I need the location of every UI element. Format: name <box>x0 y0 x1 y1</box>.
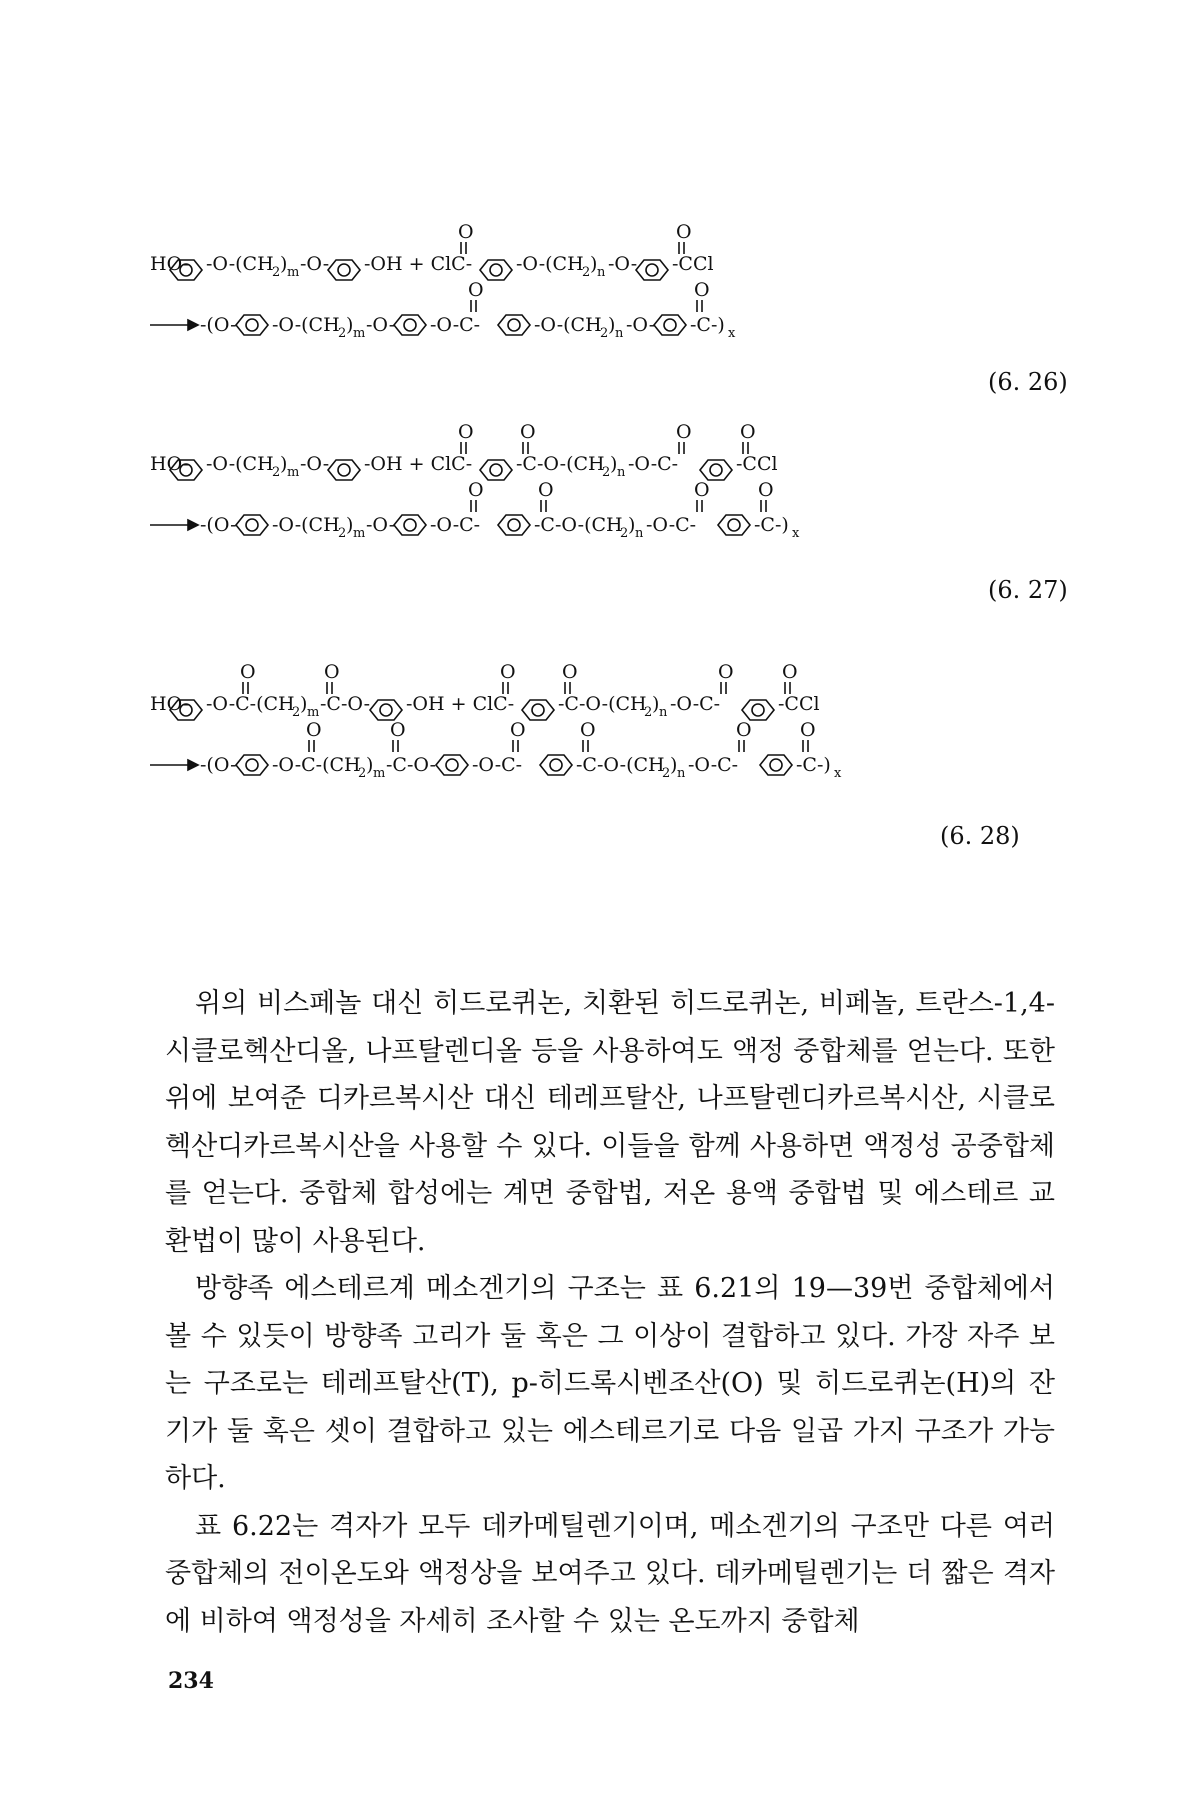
svg-text:-O-C-(CH: -O-C-(CH <box>206 693 295 715</box>
svg-text:O: O <box>510 719 526 741</box>
benzene-ring-icon <box>760 755 792 775</box>
svg-text:): ) <box>366 754 374 776</box>
equation-6-26-product <box>150 279 736 341</box>
svg-text:m: m <box>287 465 300 480</box>
equation-6-27-reactants <box>150 421 778 480</box>
svg-text:n: n <box>635 526 644 541</box>
svg-text:-O-C-: -O-C- <box>646 514 697 536</box>
svg-text:2: 2 <box>272 465 281 480</box>
svg-text:HO-: HO- <box>150 693 190 715</box>
svg-text:HO-: HO- <box>150 453 190 475</box>
svg-text:-C-O-: -C-O- <box>320 693 371 715</box>
benzene-ring-icon <box>394 515 426 535</box>
svg-text:-C-): -C-) <box>754 514 789 536</box>
svg-text:m: m <box>373 766 386 781</box>
benzene-ring-icon <box>328 260 360 280</box>
svg-text:-O-: -O- <box>366 514 396 536</box>
svg-text:O: O <box>520 421 536 443</box>
svg-text:-O-(CH: -O-(CH <box>272 314 340 336</box>
equation-6-26-reactants <box>150 221 714 280</box>
svg-text:-O-(CH: -O-(CH <box>272 514 340 536</box>
svg-text:O: O <box>324 661 340 683</box>
svg-text:O: O <box>240 661 256 683</box>
svg-text:-(O-: -(O- <box>200 514 237 536</box>
benzene-ring-icon <box>700 460 732 480</box>
svg-text:m: m <box>287 265 300 280</box>
svg-text:O: O <box>468 479 484 501</box>
page-number: 234 <box>168 1668 214 1694</box>
reaction-schemes <box>150 221 1090 930</box>
svg-text:): ) <box>300 693 308 715</box>
svg-text:): ) <box>652 693 660 715</box>
benzene-ring-icon <box>236 515 268 535</box>
svg-text:m: m <box>353 526 366 541</box>
svg-text:-O-C-: -O-C- <box>670 693 721 715</box>
svg-text:O: O <box>306 719 322 741</box>
svg-text:O: O <box>800 719 816 741</box>
benzene-ring-icon <box>718 515 750 535</box>
svg-text:): ) <box>280 253 288 275</box>
benzene-ring-icon <box>498 515 530 535</box>
svg-text:-CCl: -CCl <box>778 693 820 715</box>
svg-text:O: O <box>782 661 798 683</box>
svg-text:-O-: -O- <box>366 314 396 336</box>
svg-text:O: O <box>580 719 596 741</box>
paragraph: 표 6.22는 격자가 모두 데카메틸렌기이며, 메소겐기의 구조만 다른 여러 중합체의 전이온도와 액정상을 보여주고 있다. 데카메틸렌기는 더 짧은 격자에 비하여 액정성을 자세히 조사할 수 있는 온도까지 중합체 <box>165 1510 1055 1637</box>
equation-6-28 <box>150 661 1020 850</box>
svg-text:-O-(CH: -O-(CH <box>206 453 274 475</box>
svg-text:2: 2 <box>620 526 629 541</box>
equation-6-26 <box>150 221 1068 396</box>
svg-text:-C-O-(CH: -C-O-(CH <box>576 754 665 776</box>
equation-6-27 <box>150 421 1068 604</box>
equation-number: (6. 26) <box>988 368 1068 396</box>
svg-text:HO-: HO- <box>150 253 190 275</box>
benzene-ring-icon <box>498 315 530 335</box>
benzene-ring-icon <box>540 755 572 775</box>
svg-text:-O-: -O- <box>300 453 330 475</box>
benzene-ring-icon <box>742 700 774 720</box>
benzene-ring-icon <box>436 755 468 775</box>
svg-text:n: n <box>615 326 624 341</box>
paragraph: 위의 비스페놀 대신 히드로퀴논, 치환된 히드로퀴논, 비페놀, 트란스-1,4-시클로헥산디올, 나프탈렌디올 등을 사용하여도 액정 중합체를 얻는다. 또한 위에 보여준 디카르복시산 대신 테레프탈산, 나프탈렌디카르복시산, 시클로헥산디카르복시산을 사용할 수 있다. 이들을 함께 사용하면 액정성 공중합체를 얻는다. 중합체 합성에는 계면 중합법, 저온 용액 중합법 및 에스테르 교환법이 많이 사용된다. <box>165 988 1055 1257</box>
svg-text:): ) <box>628 514 636 536</box>
benzene-ring-icon <box>236 315 268 335</box>
svg-text:O: O <box>676 221 692 243</box>
svg-text:2: 2 <box>338 526 347 541</box>
svg-text:m: m <box>307 705 320 720</box>
equation-6-28-reactants <box>150 661 820 720</box>
svg-text:O: O <box>458 221 474 243</box>
svg-text:-O-: -O- <box>608 253 638 275</box>
svg-text:O: O <box>390 719 406 741</box>
equation-number: (6. 27) <box>988 576 1068 604</box>
svg-text:2: 2 <box>292 705 301 720</box>
svg-text:O: O <box>740 421 756 443</box>
svg-text:n: n <box>659 705 668 720</box>
svg-text:O: O <box>694 279 710 301</box>
svg-text:2: 2 <box>662 766 671 781</box>
svg-text:O: O <box>694 479 710 501</box>
svg-text:O: O <box>718 661 734 683</box>
svg-text:-C-O-(CH: -C-O-(CH <box>534 514 623 536</box>
svg-text:2: 2 <box>602 465 611 480</box>
svg-text:m: m <box>353 326 366 341</box>
svg-text:-C-): -C-) <box>690 314 725 336</box>
svg-text:): ) <box>280 453 288 475</box>
svg-text:2: 2 <box>600 326 609 341</box>
equation-number: (6. 28) <box>940 822 1020 850</box>
svg-text:-O-C-: -O-C- <box>688 754 739 776</box>
svg-text:-C-O-(CH: -C-O-(CH <box>558 693 647 715</box>
paragraph: 방향족 에스테르계 메소겐기의 구조는 표 6.21의 19—39번 중합체에서 볼 수 있듯이 방향족 고리가 둘 혹은 그 이상이 결합하고 있다. 가장 자주 보는 구조로는 테레프탈산(T), p-히드록시벤조산(O) 및 히드로퀴논(H)의 잔기가 둘 혹은 셋이 결합하고 있는 에스테르기로 다음 일곱 가지 구조가 가능하다. <box>165 1273 1055 1494</box>
svg-text:O: O <box>458 421 474 443</box>
svg-text:-O-C-(CH: -O-C-(CH <box>272 754 361 776</box>
svg-text:-O-(CH: -O-(CH <box>206 253 274 275</box>
benzene-ring-icon <box>480 460 512 480</box>
svg-text:-(O-: -(O- <box>200 314 237 336</box>
svg-text:O: O <box>500 661 516 683</box>
svg-text:O: O <box>676 421 692 443</box>
svg-text:-OH + ClC-: -OH + ClC- <box>406 693 515 715</box>
svg-text:-O-(CH: -O-(CH <box>534 314 602 336</box>
svg-text:): ) <box>608 314 616 336</box>
benzene-ring-icon <box>522 700 554 720</box>
svg-text:): ) <box>346 514 354 536</box>
svg-text:-C-O-(CH: -C-O-(CH <box>516 453 605 475</box>
benzene-ring-icon <box>370 700 402 720</box>
svg-text:-O-C-: -O-C- <box>472 754 523 776</box>
svg-text:x: x <box>792 526 800 541</box>
svg-text:2: 2 <box>358 766 367 781</box>
svg-text:2: 2 <box>272 265 281 280</box>
svg-text:x: x <box>728 326 736 341</box>
svg-text:-O-C-: -O-C- <box>430 514 481 536</box>
svg-text:2: 2 <box>644 705 653 720</box>
svg-text:-(O-: -(O- <box>200 754 237 776</box>
svg-text:-CCl: -CCl <box>736 453 778 475</box>
svg-text:-CCl: -CCl <box>672 253 714 275</box>
svg-text:): ) <box>590 253 598 275</box>
svg-text:): ) <box>346 314 354 336</box>
svg-text:x: x <box>834 766 842 781</box>
svg-text:2: 2 <box>582 265 591 280</box>
svg-text:O: O <box>538 479 554 501</box>
svg-text:-O-(CH: -O-(CH <box>516 253 584 275</box>
benzene-ring-icon <box>394 315 426 335</box>
svg-text:n: n <box>617 465 626 480</box>
svg-text:O: O <box>562 661 578 683</box>
benzene-ring-icon <box>236 755 268 775</box>
svg-text:n: n <box>597 265 606 280</box>
svg-text:-O-: -O- <box>626 314 656 336</box>
svg-text:): ) <box>610 453 618 475</box>
body-text <box>165 980 1055 1645</box>
benzene-ring-icon <box>328 460 360 480</box>
svg-text:n: n <box>677 766 686 781</box>
equation-6-27-product <box>150 479 800 541</box>
svg-text:-OH + ClC-: -OH + ClC- <box>364 253 473 275</box>
svg-text:-C-O-: -C-O- <box>386 754 437 776</box>
benzene-ring-icon <box>654 315 686 335</box>
svg-text:-OH + ClC-: -OH + ClC- <box>364 453 473 475</box>
equation-6-28-product <box>150 719 842 781</box>
svg-text:-O-C-: -O-C- <box>628 453 679 475</box>
svg-text:-O-C-: -O-C- <box>430 314 481 336</box>
svg-text:-O-: -O- <box>300 253 330 275</box>
benzene-ring-icon <box>636 260 668 280</box>
svg-text:): ) <box>670 754 678 776</box>
benzene-ring-icon <box>480 260 512 280</box>
svg-text:2: 2 <box>338 326 347 341</box>
svg-text:O: O <box>736 719 752 741</box>
svg-text:-C-): -C-) <box>796 754 831 776</box>
svg-text:O: O <box>758 479 774 501</box>
svg-text:O: O <box>468 279 484 301</box>
